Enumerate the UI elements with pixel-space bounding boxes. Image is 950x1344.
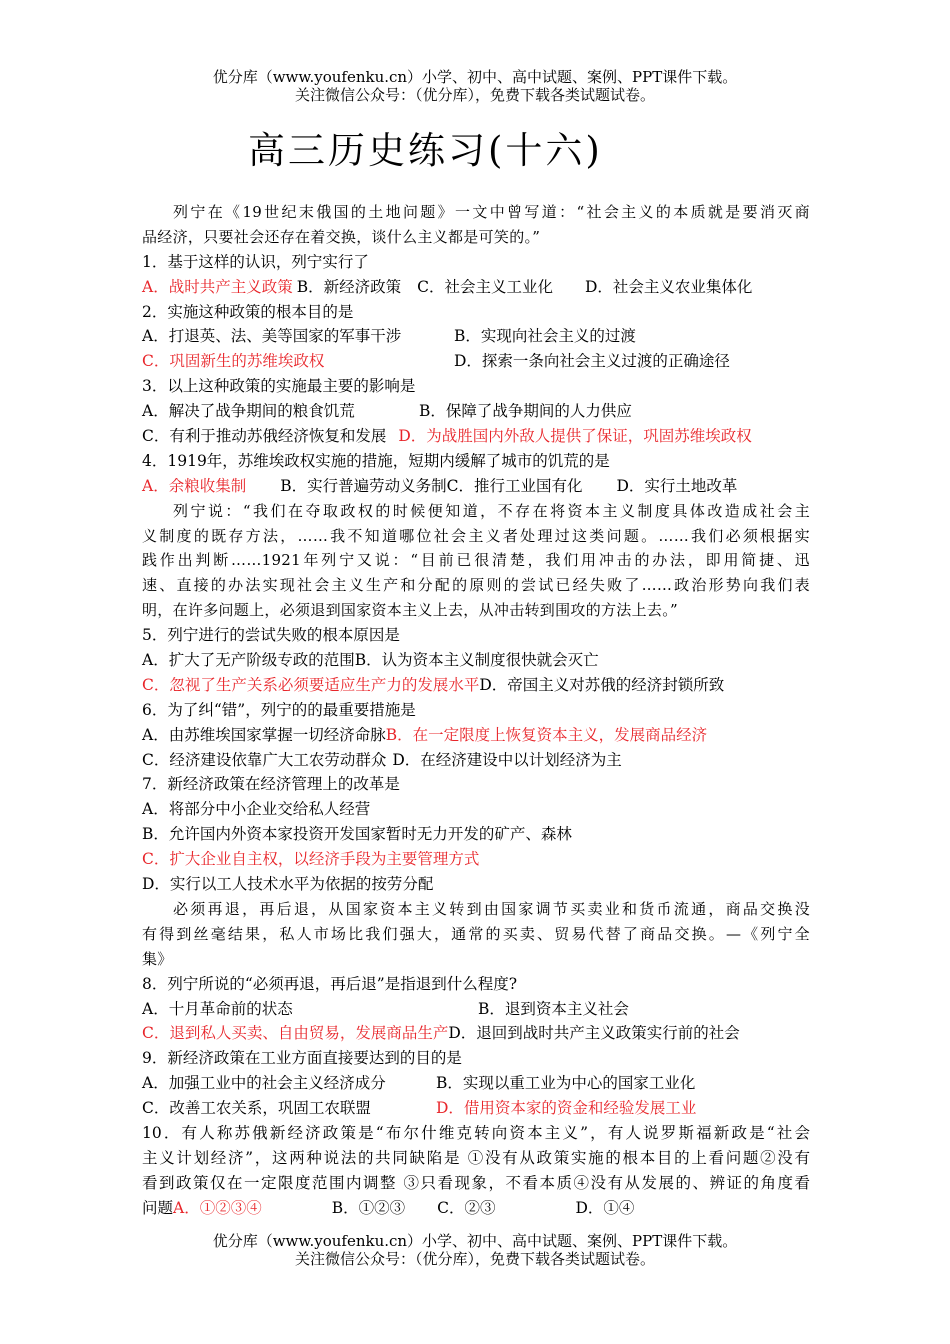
question-7-stem: 7．新经济政策在经济管理上的改革是 bbox=[142, 775, 400, 794]
question-9-stem: 9．新经济政策在工业方面直接要达到的目的是 bbox=[142, 1049, 462, 1068]
q9-option-b: B．实现以重工业为中心的国家工业化 bbox=[436, 1074, 696, 1093]
q7-option-a: A．将部分中小企业交给私人经营 bbox=[142, 800, 371, 819]
q7-option-b: B．允许国内外资本家投资开发国家暂时无力开发的矿产、森林 bbox=[142, 825, 572, 844]
q1-option-d: D．社会主义农业集体化 bbox=[584, 277, 753, 296]
question-4-stem: 4．1919年，苏维埃政权实施的措施，短期内缓解了城市的饥荒的是 bbox=[142, 451, 610, 470]
question-5-stem: 5．列宁进行的尝试失败的根本原因是 bbox=[142, 626, 400, 645]
intro2-line: 践作出判断……1921年列宁又说：“目前已很清楚，我们用冲击的办法，即用简捷、迅 bbox=[142, 551, 810, 570]
question-6-stem: 6．为了纠“错”，列宁的的最重要措施是 bbox=[142, 700, 416, 719]
q9-option-a: A．加强工业中的社会主义经济成分 bbox=[142, 1074, 386, 1093]
q1-option-c: C．社会主义工业化 bbox=[417, 277, 553, 296]
intro2-line: 明，在许多问题上，必须退到国家资本主义上去，从冲击转到围攻的方法上去。” bbox=[142, 601, 678, 620]
page-title: 高三历史练习(十六) bbox=[248, 129, 603, 172]
q3-option-b: B．保障了战争期间的人力供应 bbox=[419, 402, 632, 421]
question-9-options-ab bbox=[142, 1071, 810, 1096]
q1-option-b: B．新经济政策 bbox=[296, 277, 402, 296]
question-3-options-cd bbox=[142, 424, 810, 449]
question-1-options bbox=[142, 275, 810, 300]
intro3-line: 有得到丝毫结果，私人市场比我们强大，通常的买卖、贸易代替了商品交换。—《列宁全 bbox=[142, 924, 810, 943]
question-10-stem-line: 问题 bbox=[142, 1198, 174, 1217]
q7-option-c: C．扩大企业自主权，以经济手段为主要管理方式 bbox=[142, 850, 480, 869]
question-8-options-ab bbox=[142, 997, 810, 1022]
question-10-options bbox=[142, 1196, 810, 1221]
header-line-1: 优分库（www.youfenku.cn）小学、初中、高中试题、案例、PPT课件下载。 bbox=[212, 68, 738, 86]
intro2-line: 义制度的既存方法，……我不知道哪位社会主义者处理过这类问题。……我们必须根据实 bbox=[142, 526, 810, 545]
q9-option-c: C．改善工农关系，巩固工农联盟 bbox=[142, 1099, 371, 1118]
intro3-line: 集》 bbox=[142, 949, 173, 968]
q10-option-b: B．①②③ bbox=[331, 1198, 406, 1217]
q1-option-a: A．战时共产主义政策 bbox=[142, 277, 293, 296]
q4-option-c: C．推行工业国有化 bbox=[446, 476, 583, 495]
question-4-options bbox=[142, 474, 810, 499]
question-6-options-ab bbox=[142, 723, 810, 748]
intro2-line: 速、直接的办法实现社会主义生产和分配的原则的尝试已经失败了……政治形势向我们表 bbox=[142, 576, 810, 595]
q2-option-d: D．探索一条向社会主义过渡的正确途径 bbox=[454, 352, 730, 371]
q10-option-a: A．①②③④ bbox=[173, 1198, 262, 1217]
q5-option-a: A．扩大了无产阶级专政的范围 bbox=[142, 651, 355, 670]
intro2-line: 列宁说：“我们在夺取政权的时候便知道，不存在将资本主义制度具体改造成社会主 bbox=[173, 501, 810, 520]
question-8-stem: 8．列宁所说的“必须再退，再后退”是指退到什么程度? bbox=[142, 974, 518, 993]
q5-option-c: C．忽视了生产关系必须要适应生产力的发展水平 bbox=[142, 675, 480, 694]
question-10-stem-line: 看到政策仅在一定限度范围内调整 ③只看现象，不看本质④没有从发展的、辨证的角度看 bbox=[142, 1173, 810, 1192]
document-body bbox=[142, 200, 810, 1221]
question-2-options-ab bbox=[142, 324, 810, 349]
intro1-line: 列宁在《19世纪末俄国的土地问题》一文中曾写道：“社会主义的本质就是要消灭商 bbox=[173, 203, 810, 221]
question-3-options-ab bbox=[142, 399, 810, 424]
question-10-stem-line: 主义计划经济”，这两种说法的共同缺陷是 ①没有从政策实施的根本目的上看问题②没有 bbox=[142, 1148, 810, 1167]
q6-option-a: A．由苏维埃国家掌握一切经济命脉 bbox=[142, 725, 386, 744]
q3-option-a: A．解决了战争期间的粮食饥荒 bbox=[142, 402, 355, 421]
question-2-options-cd bbox=[142, 349, 810, 374]
q4-option-d: D．实行土地改革 bbox=[616, 476, 738, 495]
q8-option-d: D．退回到战时共产主义政策实行前的社会 bbox=[448, 1024, 740, 1043]
q10-option-d: D．①④ bbox=[575, 1198, 635, 1217]
q3-option-d: D．为战胜国内外敌人提供了保证，巩固苏维埃政权 bbox=[398, 427, 752, 446]
q5-option-b: B．认为资本主义制度很快就会灭亡 bbox=[354, 651, 599, 670]
q2-option-b: B．实现向社会主义的过渡 bbox=[454, 327, 636, 346]
q6-option-d: D．在经济建设中以计划经济为主 bbox=[392, 750, 622, 769]
question-5-options-ab bbox=[142, 648, 810, 673]
intro1-line: 品经济，只要社会还存在着交换，谈什么主义都是可笑的。” bbox=[142, 227, 541, 246]
q2-option-c: C．巩固新生的苏维埃政权 bbox=[142, 352, 325, 371]
q3-option-c: C．有利于推动苏俄经济恢复和发展 bbox=[142, 427, 387, 446]
q8-option-b: B．退到资本主义社会 bbox=[478, 999, 629, 1018]
q10-option-c: C．②③ bbox=[437, 1198, 496, 1217]
question-6-options-cd bbox=[142, 748, 810, 773]
question-10-stem-line: 10．有人称苏俄新经济政策是“布尔什维克转向资本主义”，有人说罗斯福新政是“社会 bbox=[142, 1123, 810, 1142]
q4-option-a: A．余粮收集制 bbox=[142, 476, 247, 495]
question-2-stem: 2．实施这种政策的根本目的是 bbox=[142, 302, 354, 321]
intro3-line: 必须再退，再后退，从国家资本主义转到由国家调节买卖业和货币流通，商品交换没 bbox=[173, 899, 810, 918]
q2-option-a: A．打退英、法、美等国家的军事干涉 bbox=[142, 327, 402, 346]
question-8-options-cd bbox=[142, 1021, 810, 1046]
q7-option-d: D．实行以工人技术水平为依据的按劳分配 bbox=[142, 875, 434, 894]
q8-option-c: C．退到私人买卖、自由贸易，发展商品生产 bbox=[142, 1024, 449, 1043]
q6-option-b: B．在一定限度上恢复资本主义，发展商品经济 bbox=[385, 725, 708, 744]
question-5-options-cd bbox=[142, 673, 810, 698]
q8-option-a: A．十月革命前的状态 bbox=[142, 999, 293, 1018]
q9-option-d: D．借用资本家的资金和经验发展工业 bbox=[436, 1099, 697, 1118]
q4-option-b: B．实行普遍劳动义务制 bbox=[280, 476, 447, 495]
question-9-options-cd bbox=[142, 1096, 810, 1121]
header-line-2: 关注微信公众号：（优分库），免费下载各类试题试卷。 bbox=[294, 86, 655, 104]
q5-option-d: D．帝国主义对苏俄的经济封锁所致 bbox=[479, 675, 725, 694]
footer-line-1: 优分库（www.youfenku.cn）小学、初中、高中试题、案例、PPT课件下载。 bbox=[212, 1232, 738, 1250]
footer-line-2: 关注微信公众号：（优分库），免费下载各类试题试卷。 bbox=[294, 1250, 655, 1268]
question-1-stem: 1．基于这样的认识，列宁实行了 bbox=[142, 252, 369, 271]
q6-option-c: C．经济建设依靠广大工农劳动群众 bbox=[142, 750, 387, 769]
question-3-stem: 3．以上这种政策的实施最主要的影响是 bbox=[142, 377, 416, 396]
